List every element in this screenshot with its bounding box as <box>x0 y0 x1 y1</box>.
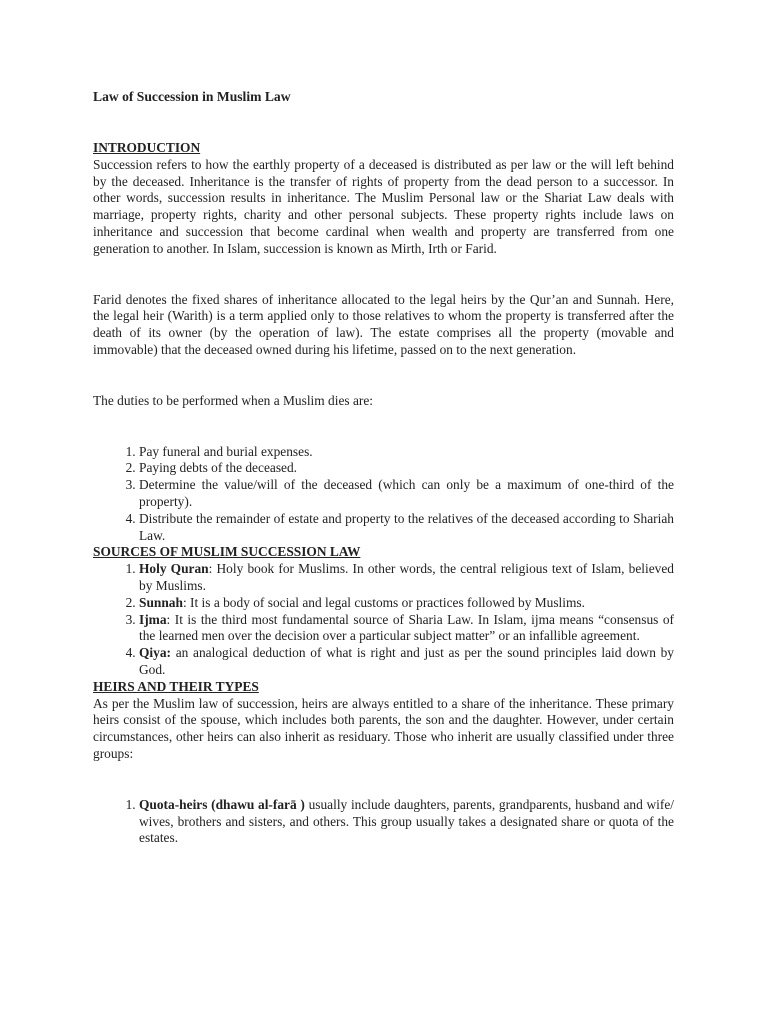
spacer <box>93 359 674 393</box>
list-item: 4. Distribute the remainder of estate and property to the relatives of the deceased according to Shariah Law. <box>139 511 674 545</box>
duties-intro: The duties to be performed when a Muslim dies are: <box>93 392 374 408</box>
duties-list <box>93 444 674 545</box>
heirs-section <box>93 679 674 847</box>
source-term: Holy Quran <box>139 561 209 577</box>
list-item: 2. Paying debts of the deceased. <box>139 460 674 477</box>
introduction-heading: INTRODUCTION <box>93 140 201 155</box>
source-description: Holy book for Muslims. In other words, the central religious text of Islam, believed by Muslims. <box>139 561 674 593</box>
list-item <box>139 561 674 595</box>
term-separator: : <box>182 594 191 610</box>
source-description: an analogical deduction of what is right and just as per the sound principles laid down by God. <box>139 645 674 677</box>
heir-description: usually include daughters, parents, grandparents, husband and wife/ wives, brothers and sisters, and others. This group usually takes a designated share or quota of the estates. <box>139 796 674 846</box>
introduction-paragraph-1: Succession refers to how the earthly property of a deceased is distributed as per law or the will left behind by the deceased. Inheritance is the transfer of rights of property from the dead person to a successor. In other words, succession results in inheritance. The Muslim Personal law or the Shariat Law deals with marriage, property rights, charity and other personal subjects. These property rights include laws on inheritance and succession that become cardinal when wealth and property are transferred from one generation to another. In Islam, succession is known as Mirth, Irth or Farid. <box>93 156 674 256</box>
spacer <box>93 258 674 292</box>
introduction-paragraph-2: Farid denotes the fixed shares of inheritance allocated to the legal heirs by the Qur’an and Sunnah. Here, the legal heir (Warith) is a term applied only to those relatives to whom the property is transferred after the death of its owner (by the operation of law). The estate comprises all the property (movable and immovable) that the deceased owned during his lifetime, passed on to the next generation. <box>93 291 674 357</box>
term-separator: : <box>166 611 175 627</box>
list-item <box>139 645 674 679</box>
list-item <box>139 612 674 646</box>
list-item <box>139 797 674 847</box>
sources-section <box>93 544 674 678</box>
spacer <box>93 106 674 140</box>
heir-term: Quota-heirs (dhawu al-farā ) <box>139 796 305 812</box>
source-description: It is the third most fundamental source of Sharia Law. In Islam, ijma means “consensus of the learned men over the decision over a particular subject matter” or an infallible agreement. <box>139 611 675 644</box>
list-item: 3. Determine the value/will of the deceased (which can only be a maximum of one-third of the property). <box>139 477 674 511</box>
list-item <box>139 595 674 612</box>
heirs-paragraph: As per the Muslim law of succession, heirs are always entitled to a share of the inheritance. These primary heirs consist of the spouse, which includes both parents, the son and the daughter. However, under certain circumstances, other heirs can also inherit as residuary. Those who inherit are usually classified under three groups: <box>93 695 674 761</box>
introduction-section <box>93 140 674 544</box>
heirs-list <box>93 797 674 847</box>
list-item: 1. Pay funeral and burial expenses. <box>139 444 674 461</box>
source-term: Ijma <box>139 611 167 627</box>
document-page <box>93 89 674 847</box>
spacer <box>93 763 674 797</box>
document-title: Law of Succession in Muslim Law <box>93 89 291 104</box>
source-term: Qiya: <box>139 645 171 661</box>
source-term: Sunnah <box>139 594 183 610</box>
heirs-heading: HEIRS AND THEIR TYPES <box>93 678 259 694</box>
sources-list <box>93 561 674 679</box>
sources-heading: SOURCES OF MUSLIM SUCCESSION LAW <box>93 544 361 560</box>
source-description: It is a body of social and legal customs or practices followed by Muslims. <box>190 594 585 610</box>
term-separator: : <box>208 561 217 577</box>
spacer <box>93 410 674 444</box>
